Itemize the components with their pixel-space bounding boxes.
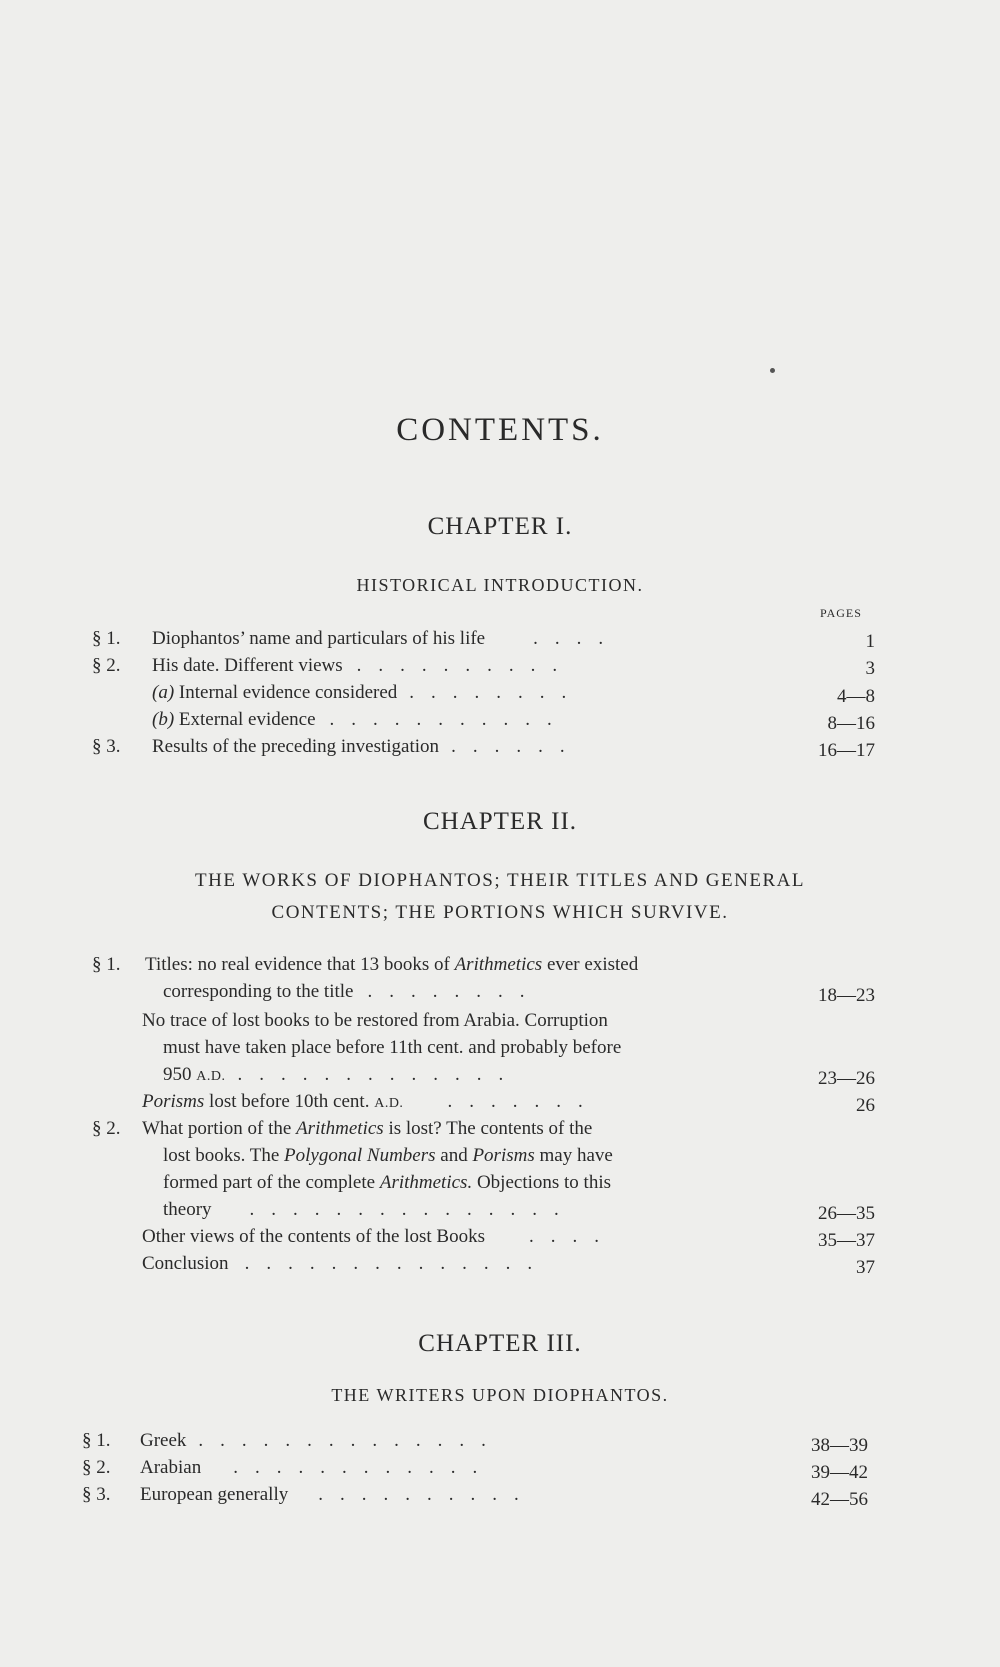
toc-entry-pages: 18—23 — [818, 985, 875, 1006]
chapter2-subtitle-line2: CONTENTS; THE PORTIONS WHICH SURVIVE. — [271, 902, 729, 923]
toc-entry-text: (b) External evidence ........... — [152, 709, 569, 730]
toc-entry-text: No trace of lost books to be restored from Arabia. Corruption — [142, 1010, 608, 1031]
toc-entry-text: Diophantos’ name and particulars of his life .... — [152, 628, 621, 649]
toc-entry-pages: 8—16 — [827, 713, 875, 734]
chapter1-section-1: § 1. — [92, 628, 121, 649]
toc-entry-text: 950 A.D. ............. — [163, 1064, 521, 1085]
toc-entry-text: formed part of the complete Arithmetics. Objections to this — [163, 1172, 612, 1193]
toc-entry-text: His date. Different views .......... — [152, 655, 575, 676]
toc-entry-pages: 26—35 — [818, 1203, 875, 1224]
toc-entry-pages: 42—56 — [811, 1489, 868, 1510]
toc-entry-text: Arabian ............ — [140, 1457, 495, 1478]
chapter2-section-2: § 2. — [92, 1118, 121, 1139]
chapter2-subtitle-line1: THE WORKS OF DIOPHANTOS; THEIR TITLES AND GENERAL — [195, 870, 805, 891]
toc-entry-pages: 3 — [865, 658, 875, 679]
toc-entry-text: Results of the preceding investigation ...... — [152, 736, 582, 757]
toc-entry-text: lost books. The Polygonal Numbers and Porisms may have — [163, 1145, 613, 1166]
toc-entry-text: Titles: no real evidence that 13 books of Arithmetics ever existed — [145, 954, 639, 975]
toc-entry-pages: 37 — [856, 1257, 875, 1278]
toc-entry-text: European generally .......... — [140, 1484, 536, 1505]
chapter3-subtitle: THE WRITERS UPON DIOPHANTOS. — [331, 1385, 669, 1405]
toc-entry-pages: 39—42 — [811, 1462, 868, 1483]
chapter3-section-2: § 2. — [82, 1457, 111, 1478]
chapter1-section-3: § 3. — [92, 736, 121, 757]
toc-entry-text: theory ............... — [163, 1199, 576, 1220]
toc-entry-pages: 16—17 — [818, 740, 875, 761]
chapter3-title: CHAPTER III. — [418, 1330, 582, 1357]
toc-entry-text: Porisms lost before 10th cent. A.D. ....... — [142, 1091, 600, 1112]
toc-entry-pages: 1 — [865, 631, 875, 652]
chapter1-section-2: § 2. — [92, 655, 121, 676]
toc-entry-text: Other views of the contents of the lost Books .... — [142, 1226, 617, 1247]
toc-entry-text: must have taken place before 11th cent. and probably before — [163, 1037, 622, 1058]
chapter3-section-1: § 1. — [82, 1430, 111, 1451]
pages-column-label: PAGES — [820, 606, 862, 620]
toc-entry-text: (a) Internal evidence considered ........ — [152, 682, 584, 703]
toc-entry-text: Conclusion .............. — [142, 1253, 550, 1274]
toc-entry-text: Greek .............. — [140, 1430, 503, 1451]
toc-entry-pages: 23—26 — [818, 1068, 875, 1089]
toc-entry-pages: 35—37 — [818, 1230, 875, 1251]
chapter3-section-3: § 3. — [82, 1484, 111, 1505]
page-title: CONTENTS. — [396, 412, 604, 448]
chapter2-section-1: § 1. — [92, 954, 121, 975]
chapter1-title: CHAPTER I. — [427, 513, 573, 540]
toc-entry-pages: 4—8 — [837, 686, 875, 707]
chapter2-title: CHAPTER II. — [422, 808, 578, 835]
chapter1-subtitle: HISTORICAL INTRODUCTION. — [356, 575, 644, 595]
ink-speck — [770, 368, 775, 373]
toc-entry-pages: 26 — [856, 1095, 875, 1116]
toc-entry-pages: 38—39 — [811, 1435, 868, 1456]
toc-entry-text: What portion of the Arithmetics is lost? The contents of the — [142, 1118, 593, 1139]
toc-entry-text: corresponding to the title ........ — [163, 981, 542, 1002]
